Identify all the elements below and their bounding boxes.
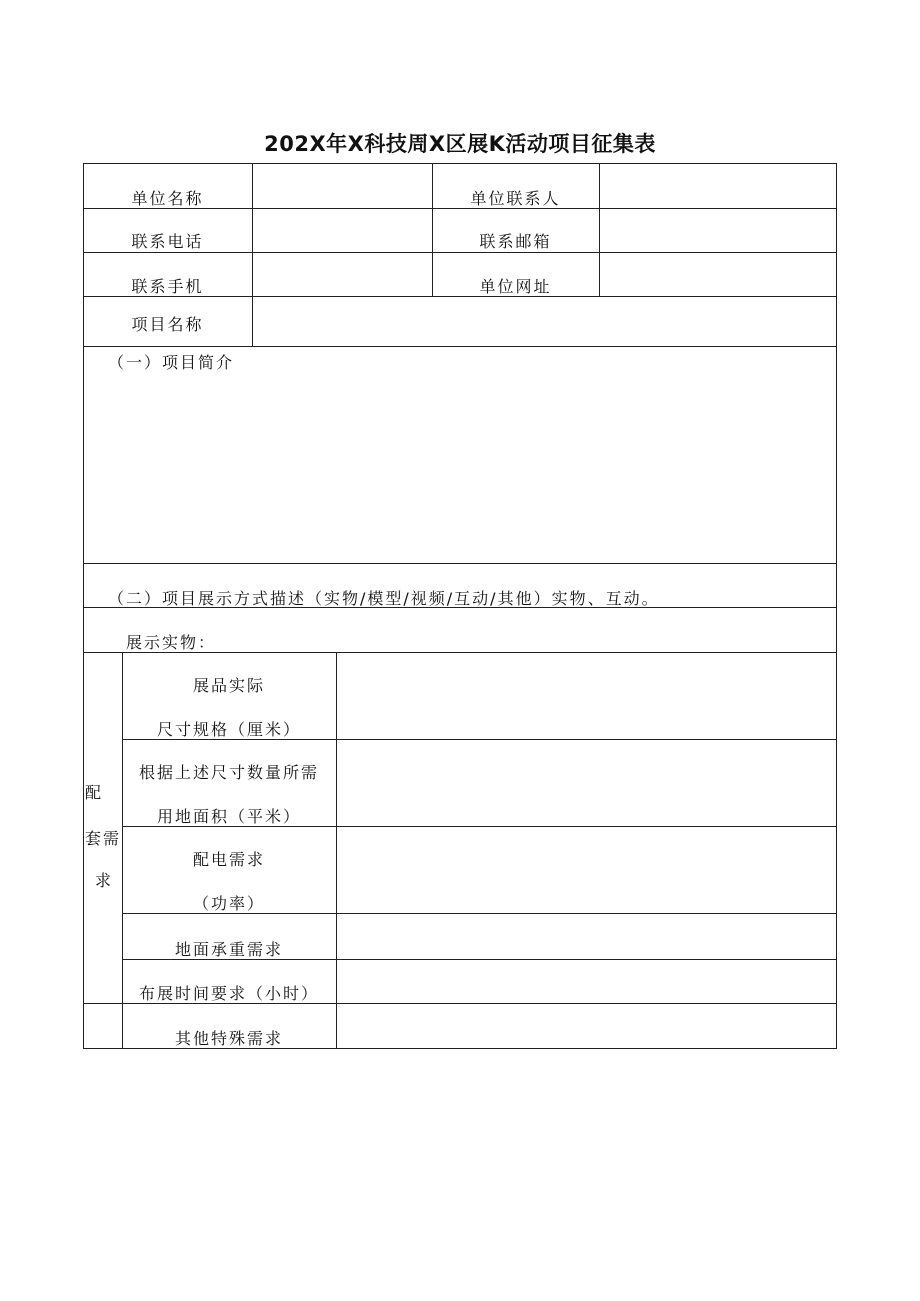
display-items-label: 展示实物：	[126, 633, 217, 652]
size-label-line1: 展品实际	[192, 676, 265, 695]
email-label: 联系邮箱	[479, 232, 552, 251]
setup-time-label: 布展时间要求（小时）	[138, 984, 319, 1003]
email-field[interactable]	[600, 209, 836, 252]
project-name-label: 项目名称	[131, 315, 204, 334]
power-label-line1: 配电需求	[192, 850, 265, 869]
unit-contact-field[interactable]	[600, 164, 836, 208]
unit-name-label: 单位名称	[131, 189, 204, 208]
area-label-line2: 用地面积（平米）	[156, 807, 301, 826]
size-label-line2: 尺寸规格（厘米）	[156, 720, 301, 739]
website-label: 单位网址	[479, 277, 552, 296]
load-field[interactable]	[337, 914, 836, 959]
requirements-side-label-1: 配	[85, 783, 104, 802]
unit-contact-label: 单位联系人	[470, 189, 561, 208]
requirements-side-label-3: 求	[95, 871, 114, 890]
display-method-label: （二）项目展示方式描述（实物/模型/视频/互动/其他）实物、互动。	[108, 589, 660, 608]
mobile-field[interactable]	[253, 253, 432, 296]
project-name-field[interactable]	[253, 297, 836, 346]
phone-label: 联系电话	[131, 232, 204, 251]
project-intro-field[interactable]	[84, 372, 836, 562]
project-intro-label: （一）项目简介	[108, 353, 235, 372]
phone-field[interactable]	[253, 209, 432, 252]
website-field[interactable]	[600, 253, 836, 296]
other-label: 其他特殊需求	[174, 1029, 283, 1048]
requirements-side-label-2: 套需	[85, 829, 122, 848]
form-title: 202X年X科技周X区展K活动项目征集表	[264, 132, 656, 156]
unit-name-field[interactable]	[253, 164, 432, 208]
setup-time-field[interactable]	[337, 960, 836, 1003]
power-field[interactable]	[337, 827, 836, 913]
size-field[interactable]	[337, 653, 836, 739]
mobile-label: 联系手机	[131, 277, 204, 296]
area-field[interactable]	[337, 740, 836, 826]
other-field[interactable]	[337, 1004, 836, 1048]
power-label-line2: （功率）	[192, 894, 265, 913]
load-label: 地面承重需求	[174, 940, 283, 959]
area-label-line1: 根据上述尺寸数量所需	[138, 763, 319, 782]
